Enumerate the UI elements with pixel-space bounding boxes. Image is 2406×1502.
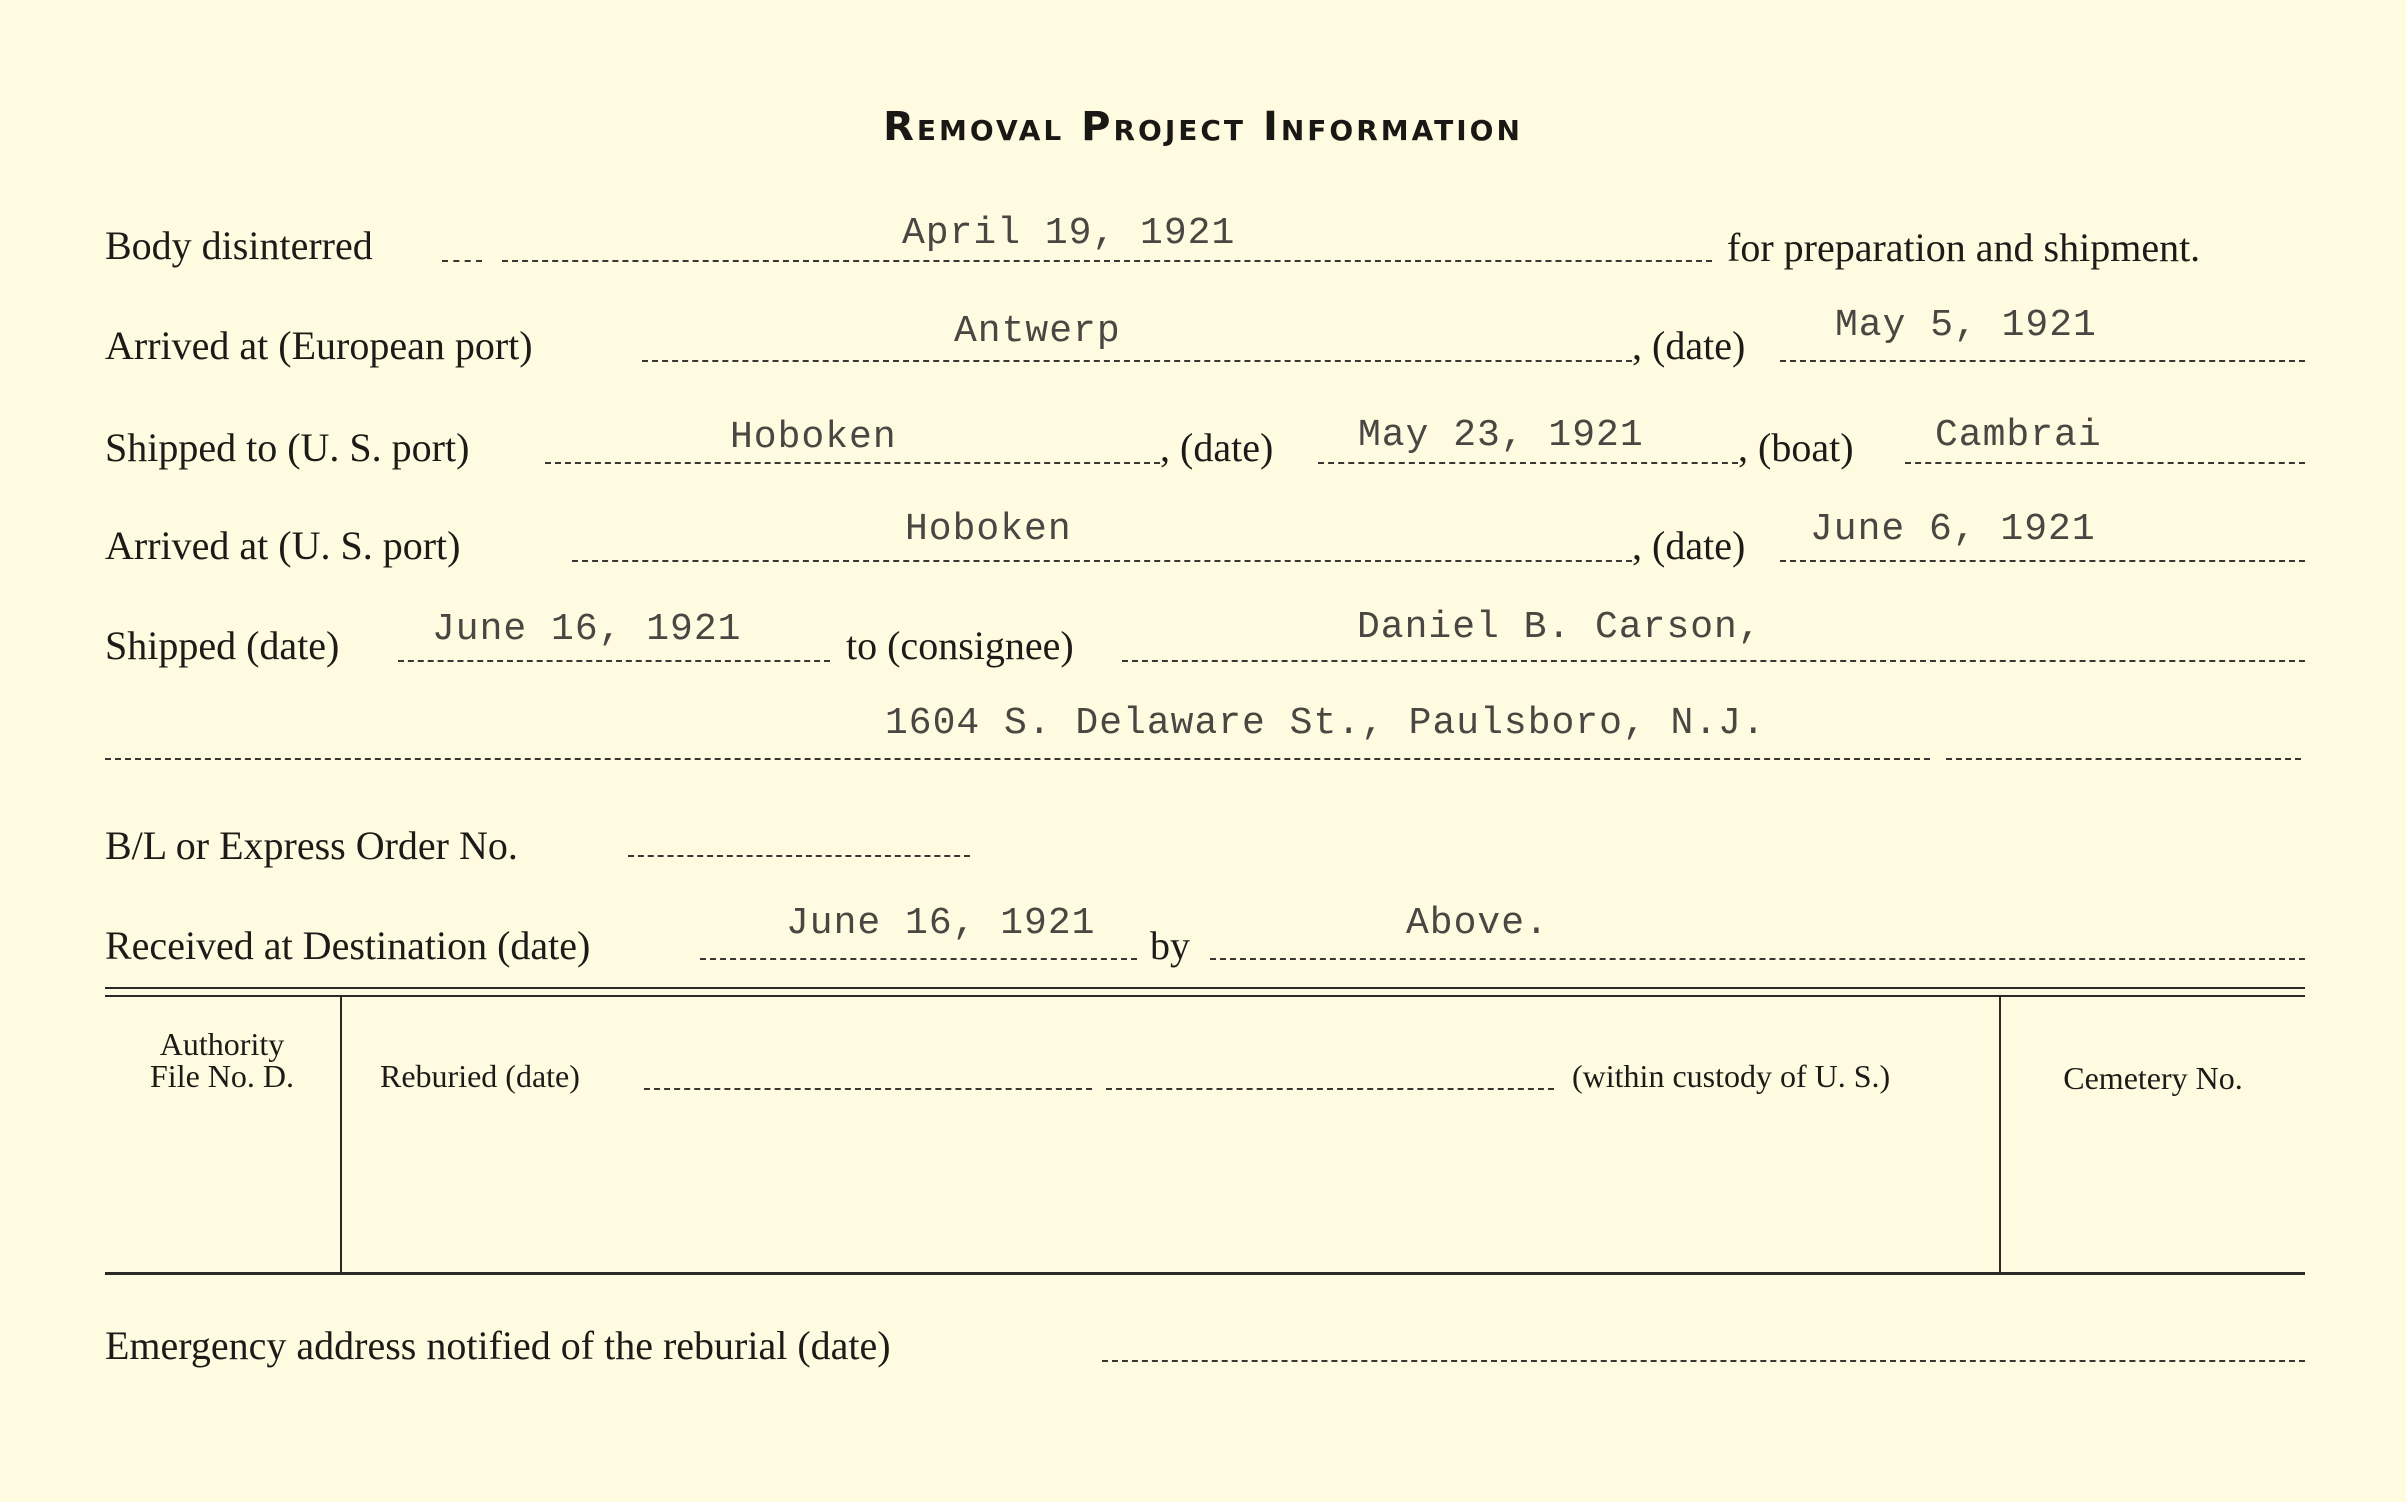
emergency-line (1102, 1360, 2305, 1362)
address-line-a (105, 758, 1930, 760)
shipped-us-boat-line (1905, 462, 2305, 464)
arrived-us-value: Hoboken (905, 508, 1072, 551)
address-line-b (1946, 758, 2301, 760)
arrived-us-date-label: , (date) (1632, 523, 1746, 568)
consignee-line (1122, 660, 2305, 662)
emergency-label: Emergency address notified of the reburial (date) (105, 1323, 891, 1368)
shipped-date-line (398, 660, 830, 662)
received-value: June 16, 1921 (786, 902, 1096, 945)
shipped-us-boat-value: Cambrai (1935, 414, 2102, 457)
card-title: Removal Project Information (883, 104, 1523, 150)
shipped-us-value: Hoboken (730, 416, 897, 459)
authority-label-1: Authority (159, 1026, 285, 1062)
cemetery-label: Cemetery No. (2063, 1060, 2243, 1096)
box-divider-left (340, 997, 342, 1272)
consignee-value: Daniel B. Carson, (1357, 606, 1762, 649)
reburied-line-a (644, 1088, 1092, 1090)
arrived-us-date-value: June 6, 1921 (1810, 508, 2096, 551)
disinterred-label: Body disinterred (105, 223, 373, 268)
arrived-us-date-line (1780, 560, 2305, 562)
shipped-us-date-label: , (date) (1160, 425, 1274, 470)
reburied-label: Reburied (date) (380, 1058, 580, 1094)
received-label: Received at Destination (date) (105, 923, 591, 968)
disinterred-value: April 19, 1921 (902, 212, 1236, 255)
arrived-us-label: Arrived at (U. S. port) (105, 523, 461, 568)
box-divider-right (1999, 997, 2001, 1272)
arrived-european-date-label: , (date) (1632, 323, 1746, 368)
arrived-european-date-value: May 5, 1921 (1835, 304, 2097, 347)
shipped-us-line (545, 462, 1160, 464)
shipped-us-date-value: May 23, 1921 (1358, 414, 1644, 457)
arrived-european-date-line (1780, 360, 2305, 362)
shipped-value: June 16, 1921 (432, 608, 742, 651)
disinterred-line-a (442, 260, 482, 262)
shipped-label: Shipped (date) (105, 623, 340, 668)
bl-line (628, 855, 970, 857)
arrived-european-label: Arrived at (European port) (105, 323, 533, 368)
arrived-us-line (572, 560, 1632, 562)
reburied-line-b (1106, 1088, 1554, 1090)
box-bottom-rule (105, 1272, 2305, 1275)
disinterred-suffix: for preparation and shipment. (1727, 225, 2201, 270)
shipped-us-boat-label: , (boat) (1738, 425, 1854, 470)
disinterred-line-b (502, 260, 1712, 262)
bl-label: B/L or Express Order No. (105, 823, 518, 868)
received-by-label: by (1150, 923, 1190, 968)
received-date-line (700, 958, 1137, 960)
box-top-rule-b (105, 995, 2305, 997)
arrived-european-line (642, 360, 1632, 362)
arrived-european-value: Antwerp (954, 310, 1121, 353)
box-top-rule-a (105, 987, 2305, 989)
consignee-label: to (consignee) (846, 623, 1074, 668)
shipped-us-date-line (1318, 462, 1738, 464)
received-by-line (1210, 958, 2305, 960)
authority-label-2: File No. D. (150, 1058, 294, 1094)
shipped-us-label: Shipped to (U. S. port) (105, 425, 470, 470)
consignee-address: 1604 S. Delaware St., Paulsboro, N.J. (885, 702, 1766, 745)
custody-label: (within custody of U. S.) (1572, 1058, 1891, 1094)
received-by-value: Above. (1406, 902, 1549, 945)
